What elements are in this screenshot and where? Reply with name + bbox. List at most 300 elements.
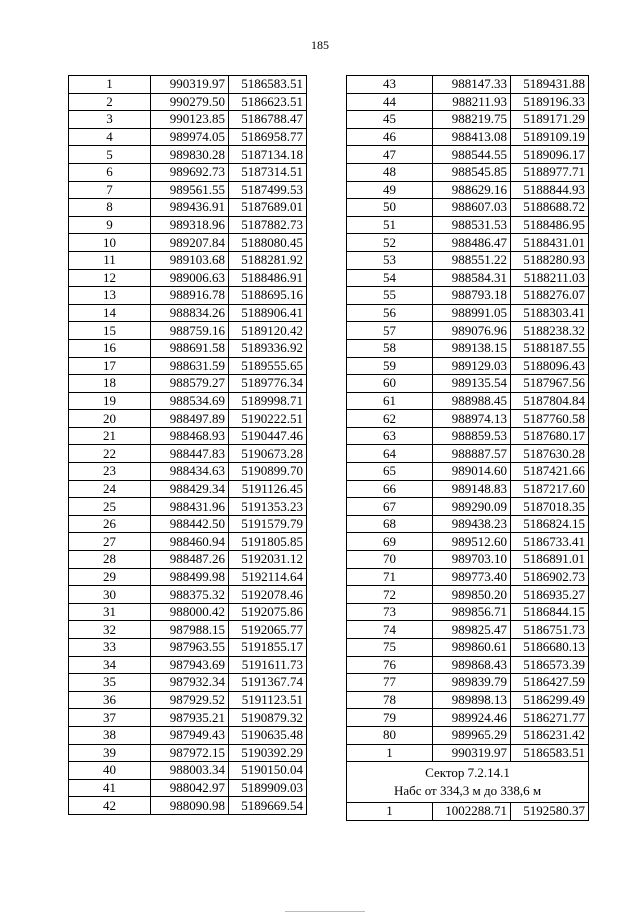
coordinate-y: 5188187.55 — [511, 339, 589, 357]
coordinate-x: 988042.97 — [151, 779, 229, 797]
coordinate-y: 5191805.85 — [229, 533, 307, 551]
table-row — [347, 410, 589, 428]
table-row — [69, 146, 307, 164]
coordinate-x: 989318.96 — [151, 216, 229, 234]
coordinate-x: 988631.59 — [151, 357, 229, 375]
coordinate-x: 988487.26 — [151, 551, 229, 569]
coordinate-y: 5188280.93 — [511, 251, 589, 269]
coordinate-x: 988545.85 — [433, 163, 511, 181]
coordinate-x: 987949.43 — [151, 726, 229, 744]
coordinate-x: 988834.26 — [151, 304, 229, 322]
sector-subtitle: Набс от 334,3 м до 338,6 м — [393, 783, 542, 799]
coordinate-x: 988584.31 — [433, 269, 511, 287]
point-number: 13 — [69, 287, 151, 305]
table-row — [347, 427, 589, 445]
coordinate-x: 989148.83 — [433, 480, 511, 498]
table-row — [69, 410, 307, 428]
table-row — [347, 199, 589, 217]
coordinate-y: 5186680.13 — [511, 639, 589, 657]
coordinate-x: 987988.15 — [151, 621, 229, 639]
point-number: 37 — [69, 709, 151, 727]
table-row — [69, 533, 307, 551]
coordinate-y: 5191123.51 — [229, 691, 307, 709]
coordinate-x: 989868.43 — [433, 656, 511, 674]
coordinate-x: 988551.22 — [433, 251, 511, 269]
table-row — [347, 639, 589, 657]
coordinate-y: 5188695.16 — [229, 287, 307, 305]
coordinate-x: 987935.21 — [151, 709, 229, 727]
point-number: 68 — [347, 515, 433, 533]
coordinate-x: 1002288.71 — [433, 803, 511, 821]
point-number: 47 — [347, 146, 433, 164]
point-number: 20 — [69, 410, 151, 428]
table-row — [69, 551, 307, 569]
table-row — [69, 287, 307, 305]
coordinate-x: 989561.55 — [151, 181, 229, 199]
point-number: 8 — [69, 199, 151, 217]
coordinate-y: 5190635.48 — [229, 726, 307, 744]
point-number: 78 — [347, 691, 433, 709]
coordinate-x: 988447.83 — [151, 445, 229, 463]
table-row — [69, 656, 307, 674]
coordinate-y: 5187882.73 — [229, 216, 307, 234]
point-number: 73 — [347, 603, 433, 621]
coordinate-y: 5188844.93 — [511, 181, 589, 199]
coordinate-x: 989438.23 — [433, 515, 511, 533]
point-number: 49 — [347, 181, 433, 199]
table-row — [347, 744, 589, 762]
point-number: 65 — [347, 463, 433, 481]
coordinate-y: 5191611.73 — [229, 656, 307, 674]
point-number: 14 — [69, 304, 151, 322]
coordinate-x: 987929.52 — [151, 691, 229, 709]
coordinate-x: 990279.50 — [151, 93, 229, 111]
table-row — [347, 726, 589, 744]
point-number: 2 — [69, 93, 151, 111]
point-number: 30 — [69, 586, 151, 604]
coordinate-y: 5187804.84 — [511, 392, 589, 410]
table-row — [347, 76, 589, 94]
coordinate-y: 5188096.43 — [511, 357, 589, 375]
coordinates-table-left-body — [69, 76, 307, 815]
table-row — [69, 709, 307, 727]
coordinate-y: 5192031.12 — [229, 551, 307, 569]
coordinate-x: 988607.03 — [433, 199, 511, 217]
table-row — [347, 480, 589, 498]
coordinate-y: 5187421.66 — [511, 463, 589, 481]
point-number: 59 — [347, 357, 433, 375]
coordinates-table-right-body — [347, 76, 589, 762]
table-row — [347, 146, 589, 164]
point-number: 31 — [69, 603, 151, 621]
point-number: 39 — [69, 744, 151, 762]
coordinate-y: 5187967.56 — [511, 375, 589, 393]
table-row — [69, 762, 307, 780]
coordinate-y: 5192580.37 — [511, 803, 589, 821]
page-bottom-line — [285, 911, 365, 912]
coordinate-x: 989290.09 — [433, 498, 511, 516]
coordinate-y: 5186573.39 — [511, 656, 589, 674]
coordinate-x: 988413.08 — [433, 128, 511, 146]
coordinate-x: 988434.63 — [151, 463, 229, 481]
coordinate-x: 989014.60 — [433, 463, 511, 481]
point-number: 70 — [347, 551, 433, 569]
table-row — [347, 287, 589, 305]
table-row — [347, 568, 589, 586]
table-row — [69, 199, 307, 217]
coordinate-x: 989974.05 — [151, 128, 229, 146]
coordinate-x: 988499.98 — [151, 568, 229, 586]
point-number: 28 — [69, 551, 151, 569]
table-row — [347, 181, 589, 199]
table-row — [347, 392, 589, 410]
table-row — [347, 375, 589, 393]
point-number: 4 — [69, 128, 151, 146]
table-row — [347, 357, 589, 375]
coordinate-x: 989692.73 — [151, 163, 229, 181]
table-row — [69, 515, 307, 533]
point-number: 9 — [69, 216, 151, 234]
point-number: 38 — [69, 726, 151, 744]
point-number: 56 — [347, 304, 433, 322]
point-number: 12 — [69, 269, 151, 287]
table-row — [69, 779, 307, 797]
coordinates-table-left — [68, 75, 307, 815]
table-row — [69, 216, 307, 234]
table-row — [69, 691, 307, 709]
coordinate-y: 5186902.73 — [511, 568, 589, 586]
coordinate-x: 990123.85 — [151, 111, 229, 129]
point-number: 18 — [69, 375, 151, 393]
coordinate-y: 5187760.58 — [511, 410, 589, 428]
coordinate-x: 990319.97 — [433, 744, 511, 762]
point-number: 43 — [347, 76, 433, 94]
coordinate-x: 989850.20 — [433, 586, 511, 604]
table-row — [347, 234, 589, 252]
coordinate-x: 988887.57 — [433, 445, 511, 463]
coordinate-x: 988468.93 — [151, 427, 229, 445]
table-row — [347, 304, 589, 322]
coordinate-x: 988531.53 — [433, 216, 511, 234]
coordinate-x: 989924.46 — [433, 709, 511, 727]
coordinate-y: 5188977.71 — [511, 163, 589, 181]
coordinate-y: 5186844.15 — [511, 603, 589, 621]
coordinate-y: 5189096.17 — [511, 146, 589, 164]
table-row — [69, 181, 307, 199]
coordinate-y: 5189196.33 — [511, 93, 589, 111]
coordinate-x: 989076.96 — [433, 322, 511, 340]
coordinate-x: 989856.71 — [433, 603, 511, 621]
coordinate-y: 5187314.51 — [229, 163, 307, 181]
coordinate-x: 988431.96 — [151, 498, 229, 516]
coordinate-y: 5186231.42 — [511, 726, 589, 744]
coordinate-y: 5186958.77 — [229, 128, 307, 146]
coordinate-y: 5192075.86 — [229, 603, 307, 621]
coordinate-y: 5189336.92 — [229, 339, 307, 357]
point-number: 15 — [69, 322, 151, 340]
point-number: 1 — [69, 76, 151, 94]
point-number: 11 — [69, 251, 151, 269]
coordinate-y: 5188431.01 — [511, 234, 589, 252]
coordinate-x: 988460.94 — [151, 533, 229, 551]
coordinate-y: 5188276.07 — [511, 287, 589, 305]
point-number: 42 — [69, 797, 151, 815]
coordinate-x: 988759.16 — [151, 322, 229, 340]
table-row — [69, 463, 307, 481]
point-number: 5 — [69, 146, 151, 164]
coordinate-y: 5192078.46 — [229, 586, 307, 604]
table-row — [347, 803, 589, 821]
point-number: 61 — [347, 392, 433, 410]
point-number: 80 — [347, 726, 433, 744]
coordinate-x: 987932.34 — [151, 674, 229, 692]
point-number: 71 — [347, 568, 433, 586]
point-number: 53 — [347, 251, 433, 269]
table-row — [69, 621, 307, 639]
point-number: 6 — [69, 163, 151, 181]
coordinate-y: 5190899.70 — [229, 463, 307, 481]
coordinate-y: 5187217.60 — [511, 480, 589, 498]
table-row — [69, 568, 307, 586]
coordinate-x: 988497.89 — [151, 410, 229, 428]
coordinate-y: 5189998.71 — [229, 392, 307, 410]
coordinate-x: 988579.27 — [151, 375, 229, 393]
coordinate-y: 5186788.47 — [229, 111, 307, 129]
coordinate-x: 989207.84 — [151, 234, 229, 252]
coordinate-y: 5187680.17 — [511, 427, 589, 445]
table-row — [69, 93, 307, 111]
coordinate-y: 5186427.59 — [511, 674, 589, 692]
point-number: 52 — [347, 234, 433, 252]
coordinate-x: 989436.91 — [151, 199, 229, 217]
coordinate-x: 989703.10 — [433, 551, 511, 569]
coordinate-y: 5190879.32 — [229, 709, 307, 727]
coordinate-y: 5187499.53 — [229, 181, 307, 199]
coordinate-y: 5186733.41 — [511, 533, 589, 551]
table-row — [347, 709, 589, 727]
coordinate-y: 5189171.29 — [511, 111, 589, 129]
coordinate-y: 5188211.03 — [511, 269, 589, 287]
table-row — [69, 726, 307, 744]
coordinate-x: 988793.18 — [433, 287, 511, 305]
coordinate-x: 988991.05 — [433, 304, 511, 322]
point-number: 77 — [347, 674, 433, 692]
table-row — [69, 269, 307, 287]
point-number: 64 — [347, 445, 433, 463]
sector-title: Сектор 7.2.14.1 — [425, 765, 510, 781]
point-number: 23 — [69, 463, 151, 481]
coordinate-y: 5188281.92 — [229, 251, 307, 269]
table-row — [69, 427, 307, 445]
coordinate-x: 987943.69 — [151, 656, 229, 674]
table-row — [69, 339, 307, 357]
coordinate-y: 5189669.54 — [229, 797, 307, 815]
coordinate-y: 5188238.32 — [511, 322, 589, 340]
table-row — [347, 251, 589, 269]
point-number: 1 — [347, 803, 433, 821]
point-number: 79 — [347, 709, 433, 727]
coordinate-x: 988000.42 — [151, 603, 229, 621]
point-number: 51 — [347, 216, 433, 234]
point-number: 74 — [347, 621, 433, 639]
coordinate-y: 5186751.73 — [511, 621, 589, 639]
point-number: 66 — [347, 480, 433, 498]
coordinate-y: 5188906.41 — [229, 304, 307, 322]
coordinate-y: 5188080.45 — [229, 234, 307, 252]
point-number: 75 — [347, 639, 433, 657]
coordinate-y: 5187630.28 — [511, 445, 589, 463]
coordinate-x: 988219.75 — [433, 111, 511, 129]
table-row — [69, 304, 307, 322]
table-row — [347, 463, 589, 481]
coordinate-y: 5189555.65 — [229, 357, 307, 375]
table-row — [69, 375, 307, 393]
coordinate-y: 5187134.18 — [229, 146, 307, 164]
coordinate-x: 989839.79 — [433, 674, 511, 692]
coordinate-y: 5189909.03 — [229, 779, 307, 797]
table-row — [69, 603, 307, 621]
table-row — [347, 128, 589, 146]
table-row — [347, 216, 589, 234]
coordinate-x: 988974.13 — [433, 410, 511, 428]
table-row — [347, 656, 589, 674]
point-number: 17 — [69, 357, 151, 375]
coordinates-table-right — [346, 75, 589, 821]
point-number: 29 — [69, 568, 151, 586]
coordinate-y: 5186623.51 — [229, 93, 307, 111]
sector-header — [347, 762, 589, 803]
coordinate-y: 5190392.29 — [229, 744, 307, 762]
table-row — [347, 551, 589, 569]
sector-table-body — [347, 803, 589, 821]
coordinate-x: 989860.61 — [433, 639, 511, 657]
coordinate-y: 5191579.79 — [229, 515, 307, 533]
point-number: 67 — [347, 498, 433, 516]
coordinate-x: 988429.34 — [151, 480, 229, 498]
coordinate-y: 5192114.64 — [229, 568, 307, 586]
table-row — [347, 111, 589, 129]
table-row — [69, 392, 307, 410]
table-row — [347, 621, 589, 639]
table-row — [69, 128, 307, 146]
point-number: 25 — [69, 498, 151, 516]
table-row — [69, 744, 307, 762]
point-number: 55 — [347, 287, 433, 305]
coordinate-y: 5186271.77 — [511, 709, 589, 727]
coordinate-x: 988486.47 — [433, 234, 511, 252]
table-row — [69, 76, 307, 94]
table-row — [347, 533, 589, 551]
table-row — [347, 339, 589, 357]
coordinate-x: 988534.69 — [151, 392, 229, 410]
point-number: 7 — [69, 181, 151, 199]
coordinate-x: 989898.13 — [433, 691, 511, 709]
point-number: 10 — [69, 234, 151, 252]
coordinate-y: 5189776.34 — [229, 375, 307, 393]
coordinate-x: 988916.78 — [151, 287, 229, 305]
coordinate-x: 988442.50 — [151, 515, 229, 533]
coordinate-x: 988090.98 — [151, 797, 229, 815]
point-number: 44 — [347, 93, 433, 111]
coordinate-y: 5186583.51 — [229, 76, 307, 94]
coordinate-x: 988691.58 — [151, 339, 229, 357]
coordinate-y: 5188303.41 — [511, 304, 589, 322]
page-number: 185 — [311, 38, 329, 52]
coordinate-y: 5191367.74 — [229, 674, 307, 692]
table-row — [69, 234, 307, 252]
table-row — [69, 357, 307, 375]
point-number: 54 — [347, 269, 433, 287]
table-row — [69, 480, 307, 498]
coordinate-x: 990319.97 — [151, 76, 229, 94]
coordinate-x: 988544.55 — [433, 146, 511, 164]
sector-header-row — [347, 762, 589, 803]
table-row — [347, 93, 589, 111]
coordinate-x: 988375.32 — [151, 586, 229, 604]
table-row — [69, 639, 307, 657]
table-row — [347, 163, 589, 181]
point-number: 50 — [347, 199, 433, 217]
table-row — [69, 322, 307, 340]
coordinate-y: 5190222.51 — [229, 410, 307, 428]
coordinate-x: 988003.34 — [151, 762, 229, 780]
coordinate-y: 5189431.88 — [511, 76, 589, 94]
table-row — [347, 603, 589, 621]
coordinate-y: 5186935.27 — [511, 586, 589, 604]
point-number: 69 — [347, 533, 433, 551]
coordinate-y: 5186299.49 — [511, 691, 589, 709]
coordinate-y: 5189109.19 — [511, 128, 589, 146]
coordinate-x: 988211.93 — [433, 93, 511, 111]
table-row — [347, 445, 589, 463]
table-row — [347, 691, 589, 709]
point-number: 33 — [69, 639, 151, 657]
coordinate-y: 5188486.91 — [229, 269, 307, 287]
point-number: 34 — [69, 656, 151, 674]
coordinate-y: 5188486.95 — [511, 216, 589, 234]
table-row — [69, 498, 307, 516]
coordinate-x: 988988.45 — [433, 392, 511, 410]
coordinate-y: 5186583.51 — [511, 744, 589, 762]
point-number: 41 — [69, 779, 151, 797]
coordinate-x: 987963.55 — [151, 639, 229, 657]
point-number: 63 — [347, 427, 433, 445]
coordinate-x: 989512.60 — [433, 533, 511, 551]
coordinate-x: 988147.33 — [433, 76, 511, 94]
coordinate-y: 5192065.77 — [229, 621, 307, 639]
table-row — [69, 111, 307, 129]
table-row — [69, 797, 307, 815]
point-number: 3 — [69, 111, 151, 129]
coordinate-y: 5187018.35 — [511, 498, 589, 516]
point-number: 72 — [347, 586, 433, 604]
point-number: 1 — [347, 744, 433, 762]
table-row — [347, 674, 589, 692]
point-number: 24 — [69, 480, 151, 498]
table-row — [347, 515, 589, 533]
sector-header-body — [347, 762, 589, 803]
point-number: 16 — [69, 339, 151, 357]
coordinate-y: 5190447.46 — [229, 427, 307, 445]
table-row — [69, 163, 307, 181]
point-number: 48 — [347, 163, 433, 181]
point-number: 57 — [347, 322, 433, 340]
point-number: 62 — [347, 410, 433, 428]
coordinate-x: 989006.63 — [151, 269, 229, 287]
point-number: 46 — [347, 128, 433, 146]
coordinate-x: 989103.68 — [151, 251, 229, 269]
coordinate-y: 5186824.15 — [511, 515, 589, 533]
